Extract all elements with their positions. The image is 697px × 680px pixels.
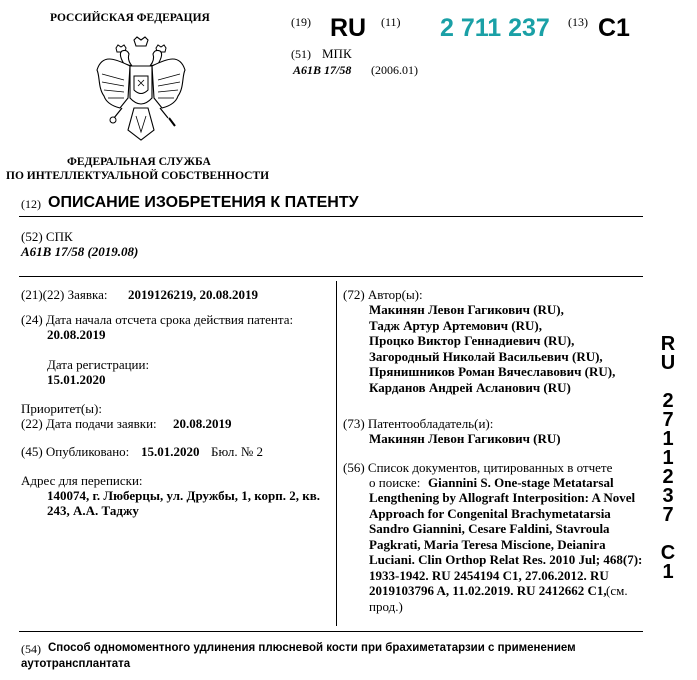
authors-label: (72) Автор(ы): [343,287,423,302]
author-item: Карданов Андрей Асланович (RU) [369,379,571,395]
cited-doc-line: Giannini S. One-stage Metatarsal [428,475,614,490]
filing-date-label: (22) Дата подачи заявки: [21,416,157,431]
cited-doc-line: Approach for Congenital Brachymetatarsia [369,505,611,521]
vertical-char: 2 [662,466,674,488]
spk-value: A61B 17/58 (2019.08) [21,244,139,259]
invention-title-line1: Способ одномоментного удлинения плюсневой кости при брахиметатарзии с применением [48,642,576,654]
author-item: Макинян Левон Гагикович (RU), [369,302,564,317]
vertical-char: 7 [662,504,674,526]
title-divider [19,216,643,217]
term-value: 20.08.2019 [47,327,106,342]
continued-marker: (см. [606,583,628,598]
address-line2: 243, А.А. Таджу [47,503,139,518]
owner-value: Макинян Левон Гагикович (RU) [369,431,561,446]
application-value: 2019126219, 20.08.2019 [128,287,258,302]
country-code-ru: RU [330,14,367,42]
vertical-char: R [660,333,676,355]
column-divider [336,281,337,626]
invention-divider [19,631,643,632]
patent-number: 2 711 237 [440,14,550,42]
cited-doc-line: 1933-1942. RU 2454194 C1, 27.06.2012. RU [369,567,609,583]
vertical-patent-number [655,335,681,582]
cited-doc-line: Sandro Giannini, Cesare Faldini, Stavroula [369,521,610,536]
term-label: (24) Дата начала отсчета срока действия патента: [21,312,294,327]
author-item: Тадж Артур Артемович (RU), [369,317,542,333]
patent-kind: C1 [598,14,630,42]
spk-label: (52) СПК [21,229,73,244]
coat-of-arms-emblem [94,36,188,149]
priority-label: Приоритет(ы): [21,401,102,416]
cited-doc-line: Luciani. Clin Orthop Relat Res. 2010 Jul; 468(7): [369,552,643,567]
vertical-char: U [660,352,676,374]
document-title: ОПИСАНИЕ ИЗОБРЕТЕНИЯ К ПАТЕНТУ [48,194,359,211]
agency-name-line1: ФЕДЕРАЛЬНАЯ СЛУЖБА [67,156,211,168]
cited-doc-line: Pagkrati, Maria Teresa Miscione, Deianira [369,536,606,552]
address-label: Адрес для переписки: [21,473,143,488]
invention-code: (54) [21,642,41,656]
published-label: (45) Опубликовано: [21,444,130,459]
owner-label: (73) Патентообладатель(и): [343,416,494,431]
code-51: (51) [291,47,311,61]
vertical-char: 7 [662,409,674,431]
registration-label: Дата регистрации: [47,357,150,372]
application-label: (21)(22) Заявка: [21,287,108,302]
mpk-class: A61B 17/58 [293,63,352,77]
vertical-char: 2 [662,390,674,412]
bulletin-number: Бюл. № 2 [211,444,263,459]
vertical-char: 1 [662,447,674,469]
filing-date-value: 20.08.2019 [173,416,232,431]
vertical-char: 1 [662,561,674,583]
cited-docs-list [369,490,642,599]
cited-docs-label-line2: о поиске: [369,475,421,490]
agency-name-line2: ПО ИНТЕЛЛЕКТУАЛЬНОЙ СОБСТВЕННОСТИ [6,170,270,182]
vertical-char: 1 [662,428,674,450]
authors-list [369,302,615,395]
code-13: (13) [568,15,588,29]
author-item: Прянишников Роман Вячеславович (RU), [369,364,616,379]
country-name: РОССИЙСКАЯ ФЕДЕРАЦИЯ [50,12,210,24]
spk-divider [19,276,643,277]
invention-title-line2: аутотрансплантата [21,658,131,670]
vertical-char: C [660,542,676,564]
cited-doc-line: Lengthening by Allograft Interposition: A Novel [369,490,636,505]
title-code: (12) [21,197,41,211]
cited-doc-line: 2019103796 A, 11.02.2019. RU 2412662 C1, [369,583,607,598]
vertical-char: 3 [662,485,674,507]
mpk-label: МПК [322,46,352,61]
registration-value: 15.01.2020 [47,372,106,387]
continued-marker-2: прод.) [369,599,403,614]
code-11: (11) [381,15,401,29]
cited-docs-label-line1: (56) Список документов, цитированных в отчете [343,460,613,475]
code-19: (19) [291,15,311,29]
address-line1: 140074, г. Люберцы, ул. Дружбы, 1, корп. 2, кв. [47,488,321,503]
author-item: Процко Виктор Геннадиевич (RU), [369,333,575,348]
published-value: 15.01.2020 [141,444,200,459]
mpk-version: (2006.01) [371,63,418,77]
author-item: Загородный Николай Васильевич (RU), [369,348,603,364]
